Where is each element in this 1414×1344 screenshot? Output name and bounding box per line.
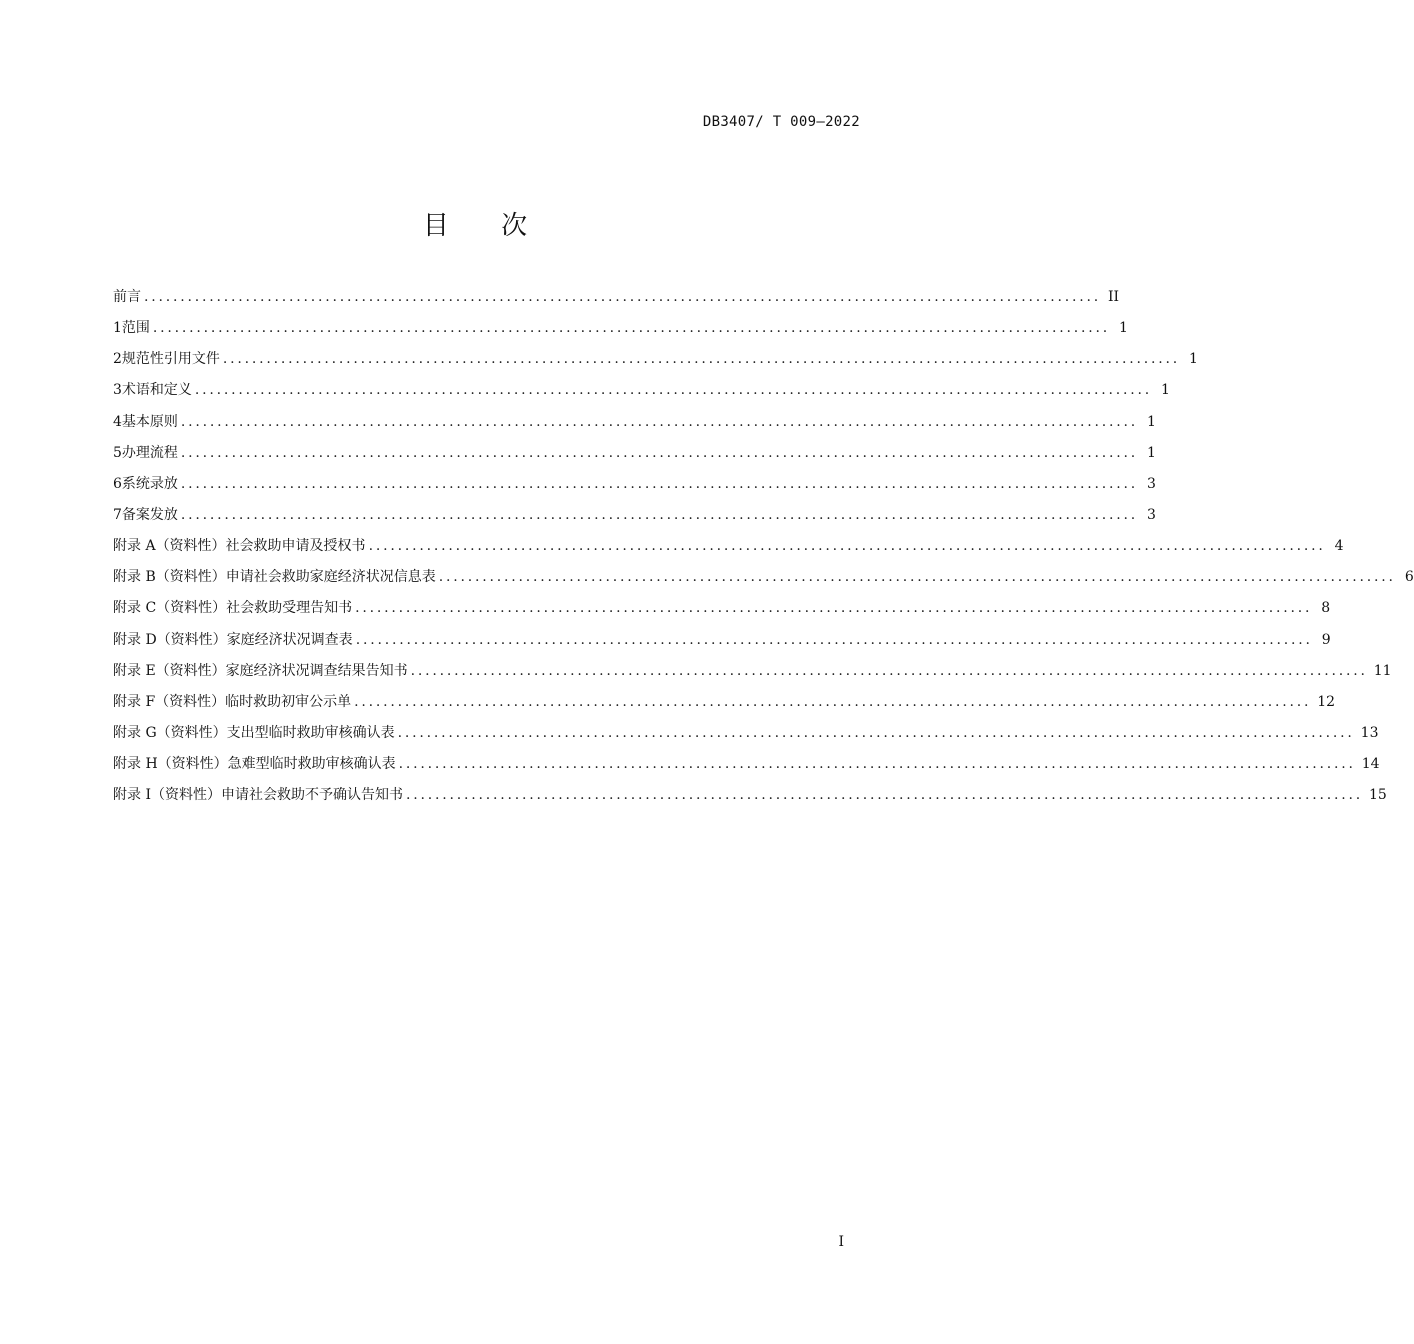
appendix-page: 13 (1360, 724, 1379, 741)
toc-entry-number: 5 (113, 444, 122, 461)
dot-leader: .................................................................................................................................... (180, 506, 1138, 523)
toc-entry-page: 1 (1189, 351, 1198, 368)
toc-appendix-g[interactable] (113, 718, 1379, 749)
toc-appendix-b[interactable] (113, 562, 1414, 593)
toc-appendix-h[interactable] (113, 749, 1380, 780)
appendix-prefix: 附录 G (113, 724, 157, 741)
toc-appendix-d[interactable] (113, 625, 1331, 656)
appendix-prefix: 附录 I (113, 787, 151, 804)
toc-entry-number: 1 (113, 320, 122, 337)
dot-leader: .................................................................................................................................... (180, 444, 1138, 461)
toc-entry-label: 备案发放 (121, 506, 178, 523)
appendix-category: （资料性） (150, 787, 221, 804)
dot-leader: .................................................................................................................................... (194, 382, 1152, 399)
page-number: I (838, 1234, 844, 1250)
appendix-prefix: 附录 D (113, 631, 157, 648)
toc-entry-system-entry[interactable] (113, 469, 1156, 500)
appendix-prefix: 附录 F (113, 693, 156, 710)
dot-leader: .................................................................................................................................... (405, 787, 1364, 804)
toc-entry-process[interactable] (113, 438, 1156, 469)
toc-entry-label: 系统录放 (121, 475, 178, 492)
toc-entry-page: 1 (1119, 320, 1128, 337)
appendix-label: 家庭经济状况调查结果告知书 (225, 662, 408, 679)
appendix-category: （资料性） (156, 724, 227, 741)
toc-entry-basic-principles[interactable] (113, 407, 1156, 438)
toc-appendix-e[interactable] (113, 656, 1392, 687)
appendix-page: 4 (1334, 538, 1344, 555)
toc-entry-page: 1 (1147, 444, 1156, 461)
appendix-prefix: 附录 H (113, 756, 158, 773)
toc-entry-label: 办理流程 (121, 444, 178, 461)
toc-entry-filing-issuance[interactable] (113, 500, 1156, 531)
dot-leader: .................................................................................................................................... (180, 413, 1138, 430)
dot-leader: .................................................................................................................................... (144, 289, 1102, 305)
appendix-label: 支出型临时救助审核确认表 (226, 724, 395, 741)
toc-entry-terms-definitions[interactable] (113, 375, 1170, 406)
toc-appendix-c[interactable] (113, 593, 1331, 624)
appendix-page: 15 (1369, 787, 1387, 804)
appendix-page: 6 (1404, 569, 1414, 586)
dot-leader: .................................................................................................................................... (355, 600, 1313, 617)
toc-entry-page: 1 (1147, 413, 1156, 430)
dot-leader: .................................................................................................................................... (398, 756, 1356, 773)
appendix-label: 家庭经济状况调查表 (226, 631, 353, 648)
appendix-category: （资料性） (155, 569, 226, 586)
toc-entry-number: 3 (113, 382, 122, 399)
toc-entry-number: 4 (113, 413, 122, 430)
appendix-category: （资料性） (156, 600, 227, 617)
toc-entry-page: 3 (1147, 506, 1156, 523)
appendix-page: 12 (1317, 693, 1336, 710)
toc-entry-label: 前言 (113, 289, 141, 305)
toc-entry-label: 范围 (121, 320, 150, 337)
appendix-page: 11 (1373, 662, 1392, 679)
dot-leader: .................................................................................................................................... (438, 569, 1396, 586)
toc-appendix-f[interactable] (113, 687, 1336, 718)
toc-entry-label: 基本原则 (121, 413, 178, 430)
toc-entry-scope[interactable] (113, 313, 1128, 344)
toc-title: 目 次 (422, 211, 550, 241)
appendix-category: （资料性） (156, 631, 227, 648)
appendix-label: 临时救助初审公示单 (225, 693, 352, 710)
table-of-contents (113, 282, 1414, 811)
toc-entry-number: 6 (113, 475, 122, 492)
dot-leader: .................................................................................................................................... (354, 693, 1312, 710)
dot-leader: .................................................................................................................................... (180, 475, 1138, 492)
toc-appendix-i[interactable] (113, 780, 1387, 811)
dot-leader: .................................................................................................................................... (222, 351, 1180, 368)
toc-appendix-a[interactable] (113, 531, 1344, 562)
appendix-label: 申请社会救助家庭经济状况信息表 (225, 569, 436, 586)
toc-entry-label: 规范性引用文件 (121, 351, 220, 368)
toc-entry-foreword[interactable] (113, 282, 1120, 313)
toc-entry-number: 7 (113, 506, 122, 523)
toc-entry-page: 3 (1147, 475, 1156, 492)
appendix-category: （资料性） (157, 756, 228, 773)
appendix-prefix: 附录 C (113, 600, 157, 617)
toc-entry-normative-references[interactable] (113, 344, 1198, 375)
appendix-label: 急难型临时救助审核确认表 (227, 756, 396, 773)
document-code: DB3407/ T 009—2022 (702, 114, 860, 130)
appendix-prefix: 附录 A (113, 538, 156, 555)
appendix-page: 14 (1361, 756, 1380, 773)
appendix-label: 申请社会救助不予确认告知书 (220, 787, 403, 804)
toc-entry-page: 1 (1161, 382, 1170, 399)
toc-entry-page: II (1107, 289, 1120, 305)
dot-leader: .................................................................................................................................... (410, 662, 1368, 679)
dot-leader: .................................................................................................................................... (152, 320, 1110, 337)
dot-leader: .................................................................................................................................... (355, 631, 1313, 648)
appendix-page: 9 (1321, 631, 1331, 648)
appendix-label: 社会救助申请及授权书 (225, 538, 366, 555)
appendix-label: 社会救助受理告知书 (226, 600, 353, 617)
appendix-page: 8 (1321, 600, 1331, 617)
appendix-category: （资料性） (155, 538, 226, 555)
toc-entry-label: 术语和定义 (121, 382, 192, 399)
appendix-prefix: 附录 B (113, 569, 156, 586)
toc-entry-number: 2 (113, 351, 122, 368)
dot-leader: .................................................................................................................................... (397, 724, 1355, 741)
appendix-prefix: 附录 E (113, 662, 156, 679)
dot-leader: .................................................................................................................................... (368, 538, 1326, 555)
appendix-category: （资料性） (155, 662, 226, 679)
appendix-category: （资料性） (155, 693, 226, 710)
